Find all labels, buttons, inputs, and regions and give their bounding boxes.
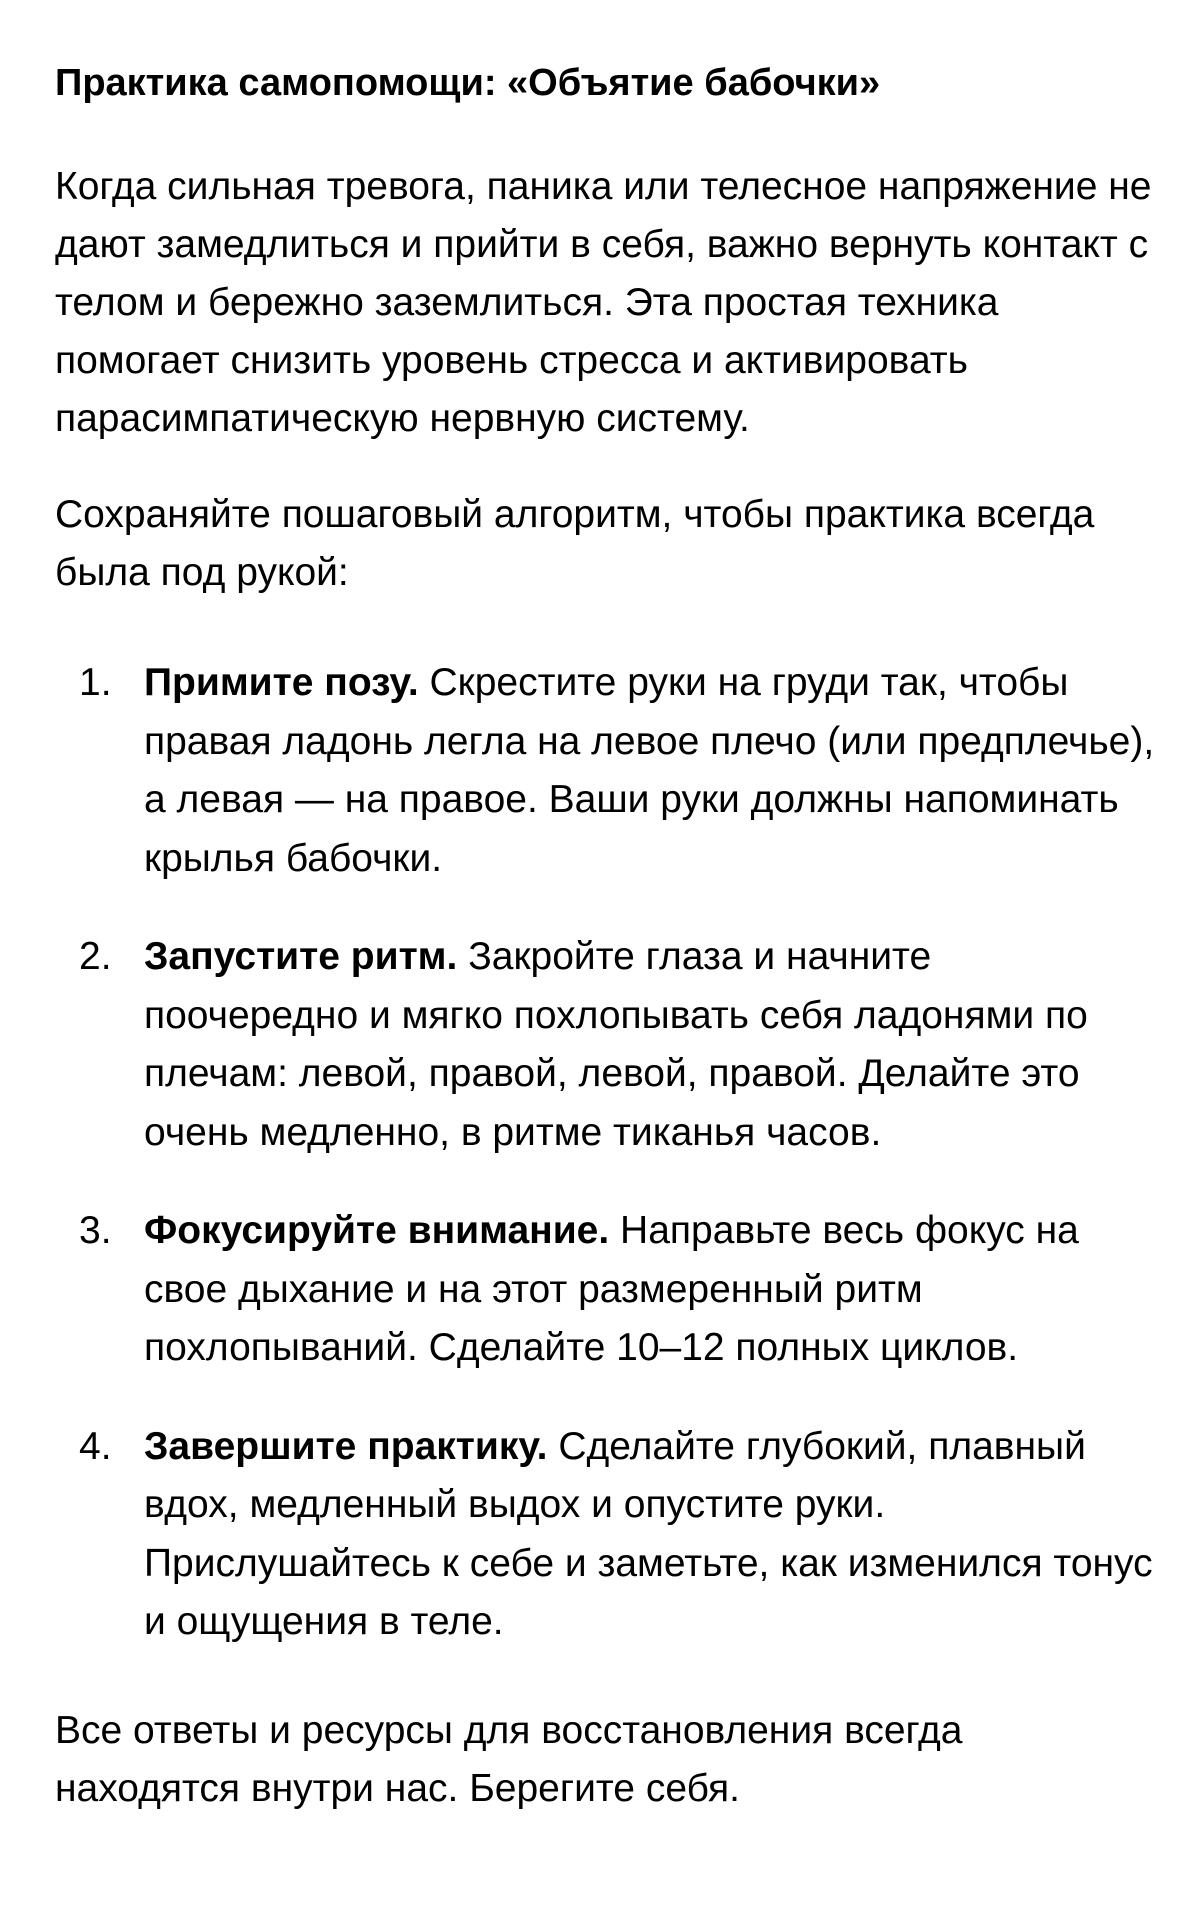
list-item — [55, 1418, 1155, 1652]
step-title: Завершите практику. — [144, 1424, 559, 1468]
intro-paragraph: Когда сильная тревога, паника или телесное напряжение не дают замедлиться и прийти в себя, важно вернуть контакт с телом и бережно заземлиться. Эта простая техника помогает снизить уровень стресса и активировать парасимпатическую нервную систему. — [55, 165, 1152, 440]
step-number: 4. — [79, 1424, 112, 1468]
step-text: Сделайте глубокий, плавный вдох, медленный выдох и опустите руки. Прислушайтесь к себе и заметьте, как изменился тонус и ощущения в теле. — [144, 1424, 1153, 1643]
lead-paragraph: Сохраняйте пошаговый алгоритм, чтобы практика всегда была под рукой: — [55, 493, 1095, 594]
article-title: Практика самопомощи: «Объятие бабочки» — [55, 62, 881, 104]
step-text: Закройте глаза и начните поочередно и мягко похлопывать себя ладонями по плечам: левой, правой, левой, правой. Делайте это очень медленно, в ритме тиканья часов. — [144, 935, 1088, 1154]
step-title: Примите позу. — [144, 661, 430, 704]
list-item — [55, 1202, 1155, 1378]
steps-list — [55, 654, 1155, 1652]
list-item — [55, 654, 1155, 888]
step-number: 1. — [79, 661, 112, 704]
step-title: Запустите ритм. — [144, 935, 469, 978]
article — [55, 56, 1155, 1818]
step-text: Скрестите руки на груди так, чтобы правая ладонь легла на левое плечо (или предплечье), а левая — на правое. Ваши руки должны напоминать крылья бабочки. — [144, 661, 1155, 880]
step-number: 3. — [79, 1209, 112, 1252]
list-item — [55, 928, 1155, 1162]
step-number: 2. — [79, 935, 112, 978]
step-text: Направьте весь фокус на свое дыхание и на этот размеренный ритм похлопываний. Сделайте 10–12 полных циклов. — [144, 1209, 1079, 1369]
outro-paragraph: Все ответы и ресурсы для восстановления всегда находятся внутри нас. Берегите себя. — [55, 1708, 963, 1810]
step-title: Фокусируйте внимание. — [144, 1209, 621, 1252]
